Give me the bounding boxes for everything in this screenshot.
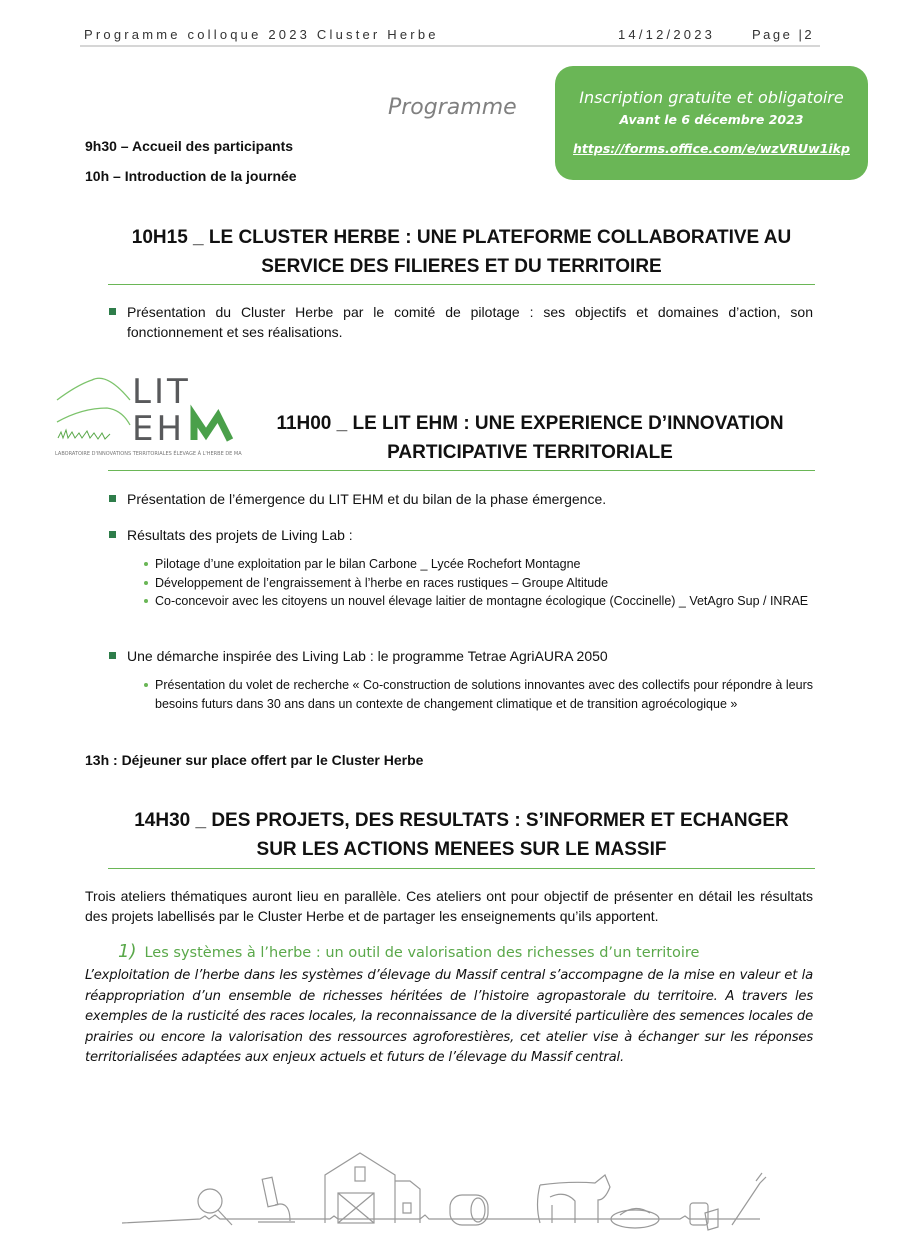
section2-rule	[108, 470, 815, 471]
sub-item-text: Co-concevoir avec les citoyens un nouvel élevage laitier de montagne écologique (Coccinelle) _ VetAgro Sup / INRAE	[155, 594, 809, 608]
header-rule	[80, 45, 820, 47]
bullet-text: Présentation de l’émergence du LIT EHM et du bilan de la phase émergence.	[127, 491, 607, 507]
lit-ehm-logo	[52, 370, 242, 458]
square-bullet-icon	[109, 495, 116, 502]
registration-deadline: Avant le 6 décembre 2023	[619, 112, 804, 127]
section1-heading-line2: SERVICE DES FILIERES ET DU TERRITOIRE	[261, 256, 662, 277]
bullet-text: Résultats des projets de Living Lab :	[127, 527, 353, 543]
section1-heading-line1: 10H15 _ LE CLUSTER HERBE : UNE PLATEFORME COLLABORATIVE AU	[131, 227, 792, 248]
sub-item	[155, 574, 813, 593]
svg-text:LABORATOIRE D'INNOVATIONS TERR: LABORATOIRE D'INNOVATIONS TERRITORIALES ÉLEVAGE À L'HERBE DE MASSIF	[55, 451, 242, 457]
workshop1-title: Les systèmes à l’herbe : un outil de valorisation des richesses d’un territoire	[144, 945, 700, 961]
bullet-text: Présentation du Cluster Herbe par le comité de pilotage : ses objectifs et domaines d’action, son fonctionnement et ses réalisations.	[127, 304, 813, 340]
section2-heading-line1: 11H00 _ LE LIT EHM : UNE EXPERIENCE D’INNOVATION	[276, 413, 784, 434]
workshop1-description: L’exploitation de l’herbe dans les systèmes d’élevage du Massif central s’accompagne de la mise en valeur et la réappropriation d’un ensemble de richesses héritées de l’histoire agropastorale du territoire. A travers les exemples de la rusticité des races locales, la reconnaissance de la diversité particulière des semences locales de prairies ou encore la valorisation des ressources agroforestières, cet atelier vise à échanger sur les réponses territorialisées adaptées aux enjeux actuels et futurs de l’élevage du Massif central.	[85, 968, 813, 1065]
list-item	[127, 302, 813, 342]
magnifier-icon	[198, 1189, 232, 1225]
programme-title: Programme	[388, 95, 517, 120]
schedule-lunch: 13h : Déjeuner sur place offert par le Cluster Herbe	[85, 752, 424, 768]
section3-rule	[108, 868, 815, 869]
registration-line1: Inscription gratuite et obligatoire	[579, 88, 844, 107]
section2-heading-line2: PARTICIPATIVE TERRITORIALE	[387, 442, 673, 463]
section3-heading-line2: SUR LES ACTIONS MENEES SUR LE MASSIF	[256, 839, 667, 860]
sub-item	[155, 676, 813, 713]
schedule-welcome: 9h30 – Accueil des participants	[85, 138, 294, 154]
sublist	[155, 676, 813, 713]
section3-heading	[108, 806, 815, 864]
square-bullet-icon	[109, 531, 116, 538]
workshop1-heading	[118, 941, 699, 962]
sub-item-text: Pilotage d’une exploitation par le bilan Carbone _ Lycée Rochefort Montagne	[155, 557, 581, 571]
square-bullet-icon	[109, 308, 116, 315]
cheese-icon	[690, 1203, 718, 1230]
fork-icon	[732, 1173, 766, 1225]
list-item	[127, 489, 813, 509]
microscope-icon	[258, 1177, 295, 1222]
dot-bullet-icon	[144, 581, 148, 585]
hay-bale-icon	[450, 1195, 488, 1225]
header-page: Page |2	[752, 27, 815, 42]
bullet-text: Une démarche inspirée des Living Lab : le programme Tetrae AgriAURA 2050	[127, 648, 608, 664]
schedule-intro: 10h – Introduction de la journée	[85, 168, 297, 184]
sub-item	[155, 592, 813, 611]
list-item	[127, 525, 813, 545]
footer-illustration	[120, 1145, 785, 1235]
section3-intro: Trois ateliers thématiques auront lieu en parallèle. Ces ateliers ont pour objectif de présenter en détail les résultats des projets labellisés par le Cluster Herbe et de partager les enseignements qu’ils apportent.	[85, 888, 813, 924]
sublist	[155, 555, 813, 611]
sub-item-text: Développement de l’engraissement à l’herbe en races rustiques – Groupe Altitude	[155, 575, 609, 590]
square-bullet-icon	[109, 652, 116, 659]
section3-heading-line1: 14H30 _ DES PROJETS, DES RESULTATS : S’INFORMER ET ECHANGER	[134, 810, 789, 831]
dot-bullet-icon	[144, 562, 148, 566]
sub-item-text: Présentation du volet de recherche « Co-construction de solutions innovantes avec des collectifs pour répondre à leurs besoins futurs dans 30 ans dans un contexte de changement climatique et de transition agroécologique »	[155, 678, 813, 711]
section1-rule	[108, 284, 815, 285]
dot-bullet-icon	[144, 599, 148, 603]
section1-heading	[108, 223, 815, 281]
meat-icon	[611, 1208, 659, 1228]
dot-bullet-icon	[144, 683, 148, 687]
svg-text:EH: EH	[132, 409, 186, 449]
registration-link[interactable]: https://forms.office.com/e/wzVRUw1ikp	[573, 141, 850, 156]
svg-text:LIT: LIT	[132, 372, 191, 412]
workshop1-number: 1)	[118, 941, 137, 962]
registration-box	[555, 66, 868, 180]
list-item	[127, 646, 813, 666]
header-date: 14/12/2023	[618, 27, 716, 42]
sub-item	[155, 555, 813, 574]
cow-icon	[538, 1175, 611, 1223]
section2-heading	[250, 409, 810, 467]
header-title: Programme colloque 2023 Cluster Herbe	[84, 27, 439, 42]
barn-icon	[325, 1153, 420, 1223]
